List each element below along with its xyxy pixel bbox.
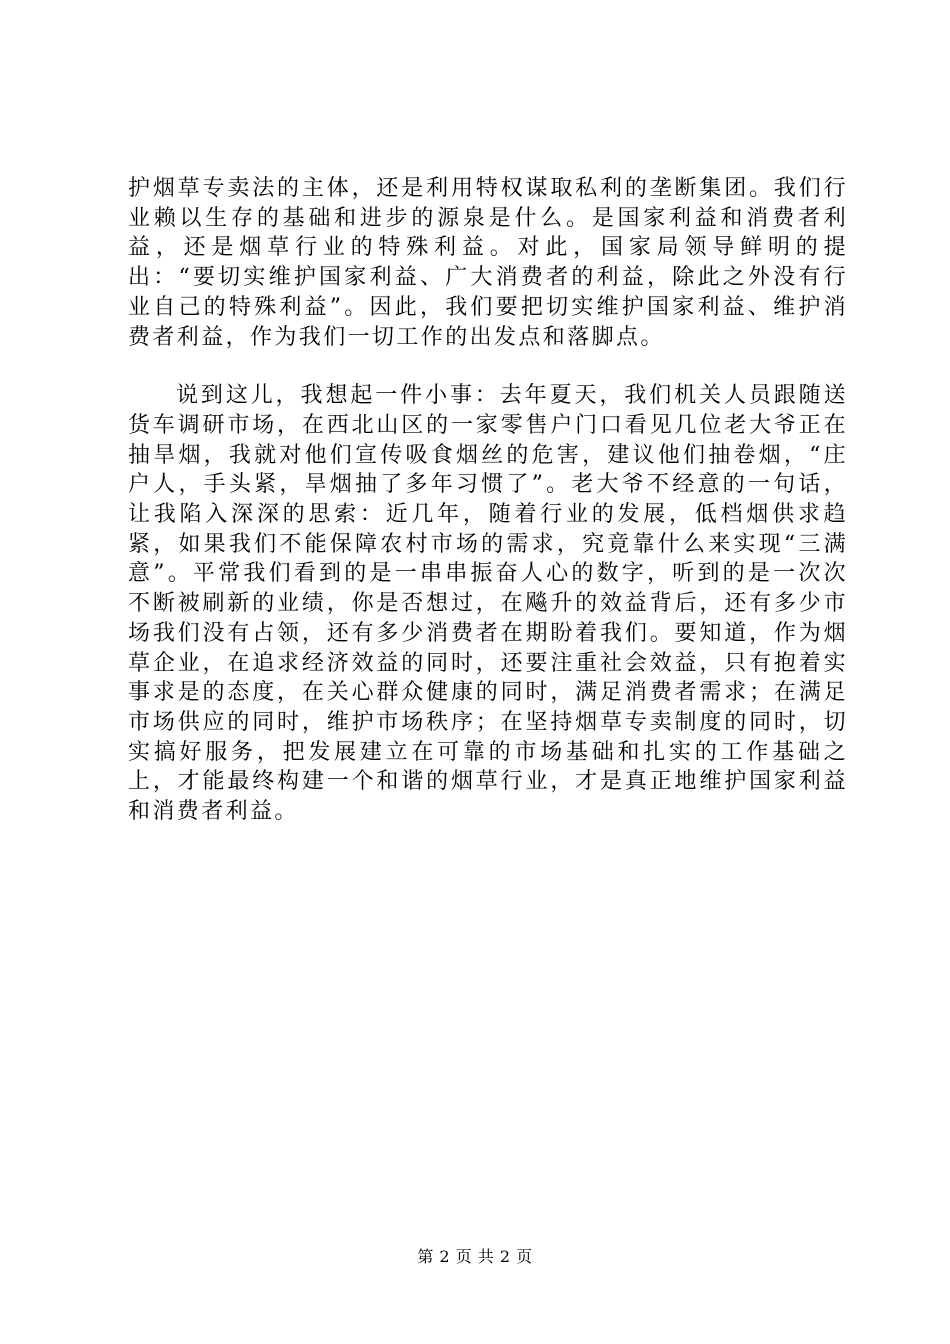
paragraph-continuation: 护烟草专卖法的主体，还是利用特权谋取私利的垄断集团。我们行业赖以生存的基础和进步的源泉是什么。是国家利益和消费者利益，还是烟草行业的特殊利益。对此，国家局领导鲜明的提出：“要切实维护国家利益、广大消费者的利益，除此之外没有行业自己的特殊利益”。因此，我们要把切实维护国家利益、维护消费者利益，作为我们一切工作的出发点和落脚点。 [128,176,848,350]
paragraph-anecdote: 说到这儿，我想起一件小事：去年夏天，我们机关人员跟随送货车调研市场，在西北山区的一家零售户门口看见几位老大爷正在抽旱烟，我就对他们宣传吸食烟丝的危害，建议他们抽卷烟，“庄户人，手头紧，旱烟抽了多年习惯了”。老大爷不经意的一句话，让我陷入深深的思索：近几年，随着行业的发展，低档烟供求趋紧，如果我们不能保障农村市场的需求，究竟靠什么来实现“三满意”。平常我们看到的是一串串振奋人心的数字，听到的是一次次不断被刷新的业绩，你是否想过，在飚升的效益背后，还有多少市场我们没有占领，还有多少消费者在期盼着我们。要知道，作为烟草企业，在追求经济效益的同时，还要注重社会效益，只有抱着实事求是的态度，在关心群众健康的同时，满足消费者需求；在满足市场供应的同时，维护市场秩序；在坚持烟草专卖制度的同时，切实搞好服务，把发展建立在可靠的市场基础和扎实的工作基础之上，才能最终构建一个和谐的烟草行业，才是真正地维护国家利益和消费者利益。 [128,383,848,825]
document-body [128,174,848,827]
page-number-footer: 第 2 页 共 2 页 [417,1247,533,1266]
